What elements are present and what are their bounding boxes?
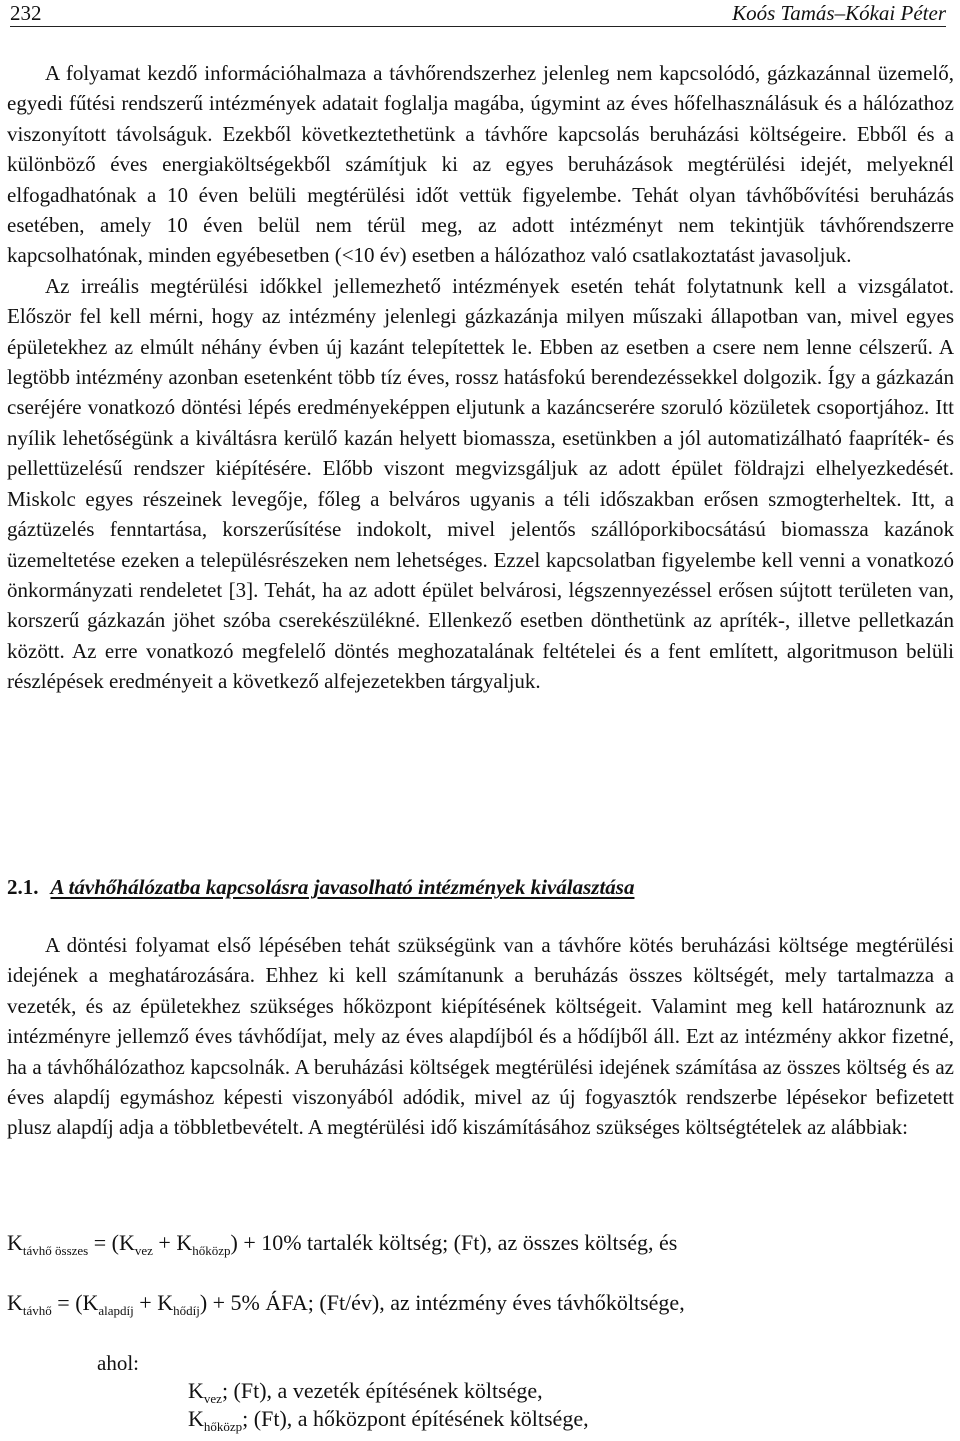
page-number: 232	[10, 1, 42, 25]
section-title: A távhőhálózatba kapcsolásra javasolható intézmények kiválasztása	[50, 875, 635, 899]
definition-vez-symbol: K	[188, 1378, 204, 1403]
definition-hokozp-symbol: K	[188, 1406, 204, 1431]
definition-hokozp-sub: hőközp	[203, 1419, 243, 1434]
definition-hokozp-text: ; (Ft), a hőközpont építésének költsége,	[242, 1406, 589, 1431]
formula-2-plus: + K	[133, 1290, 174, 1315]
paragraph-3: A döntési folyamat első lépésében tehát szükségünk van a távhőre kötés beruházási költsége megtérülési idejének a meghatározására. Ehhez ki kell számítanunk a beruházás összes költségét, mely tartalmazza a vezeték, és az épületekhez szükséges hőközpont kiépítésének költségeit. Valamint meg kell határoznunk az intézményre jellemző éves távhődíjat, mely az éves alapdíjból és a hődíjből áll. Ezt az intézmény akkor fizetné, ha a távhőhálózathoz kapcsolnák. A beruházási költségek megtérülési idejének számítása az összes költség és az éves alapdíj egymáshoz képesti viszonyából adódik, mivel az új fogyasztók rendszerbe lépésekor befizetett plusz alapdíj adja a többletbevételt. A megtérülési idő kiszámításához szükséges költségtételek az alábbiak:	[7, 933, 954, 1140]
formula-1-rest: ) + 10% tartalék költség; (Ft), az összes költség, és	[230, 1230, 678, 1255]
formula-annual-cost	[7, 1288, 685, 1326]
formula-total-cost	[7, 1228, 677, 1266]
where-label: ahol:	[97, 1351, 139, 1375]
definition-hokozp	[188, 1405, 589, 1441]
formula-2-rest: ) + 5% ÁFA; (Ft/év), az intézmény éves távhőköltsége,	[199, 1290, 685, 1315]
paragraph-1: A folyamat kezdő információhalmaza a távhőrendszerhez jelenleg nem kapcsolódó, gázkazánnal üzemelő, egyedi fűtési rendszerű intézmények adatait foglalja magába, úgymint az éves hőfelhasználásuk és a hálózathoz viszonyított távolságuk. Ezekből következtethetünk a távhőre kapcsolás beruházási költségeire. Ebből és a különböző éves energiaköltségekből számítjuk ki az egyes beruházások megtérülési idejét, melyeknél elfogadhatónak a 10 éven belüli megtérülési időt vettük figyelembe. Tehát olyan távhőbővítési beruházás esetében, amely 10 éven belül nem térül meg, az adott intézményt nem tekintjük távhőrendszerre kapcsolhatónak, minden egyébesetben (<10 év) esetben a hálózathoz való csatlakoztatást javasoljuk.	[7, 61, 954, 268]
body-text-bottom	[7, 930, 954, 1143]
section-number: 2.1.	[7, 875, 39, 899]
formula-1-sub-hokozp: hőközp	[192, 1243, 231, 1258]
formula-1-eq: = (K	[88, 1230, 135, 1255]
formula-2-sub-alapdij: alapdíj	[98, 1303, 134, 1318]
formula-2-symbol: K	[7, 1290, 23, 1315]
formula-2-sub-hodij: hődíj	[173, 1303, 200, 1318]
definition-vez-sub: vez	[203, 1391, 222, 1406]
section-heading	[7, 874, 634, 900]
formula-1-plus: + K	[152, 1230, 193, 1255]
formula-1-sub-total: távhő összes	[22, 1243, 89, 1258]
formula-2-eq: = (K	[51, 1290, 99, 1315]
formula-2-sub-tavho: távhő	[22, 1303, 52, 1318]
formula-1-symbol: K	[7, 1230, 23, 1255]
running-head-authors: Koós Tamás–Kókai Péter	[732, 1, 946, 25]
body-text-top	[7, 58, 954, 697]
formula-1-sub-vez: vez	[134, 1243, 153, 1258]
page-header	[10, 0, 946, 27]
paragraph-2: Az irreális megtérülési időkkel jellemezhető intézmények esetén tehát folytatnunk kell a vizsgálatot. Először fel kell mérni, hogy az intézmény jelenlegi gázkazánja milyen műszaki állapotban van, mivel egyes épületekhez az elmúlt néhány évben új kazánt telepítettek le. Ebben az esetben a csere nem lenne célszerű. A legtöbb intézmény azonban esetenként több tíz éves, rossz hatásfokú berendezéssekkel dolgozik. Így a gázkazán cseréjére vonatkozó döntési lépés eredményeképpen eljutunk a kazáncserére szoruló közületek csoportjához. Itt nyílik lehetőségünk a kiváltásra kerülő kazán helyett biomassza, esetünkben a jól automatizálható faapríték- és pellettüzelésű rendszer kiépítésére. Előbb viszont megvizsgáljuk az adott épület földrajzi elhelyezkedését. Miskolc egyes részeinek levegője, főleg a belváros ugyanis a téli időszakban erősen szmogterheltek. Itt, a gáztüzelés fenntartása, korszerűsítése indokolt, mivel jelentős szállóporkibocsátású biomassza kazánok üzemeltetése ezeken a településrészeken nem lehetséges. Ezzel kapcsolatban figyelembe kell venni a vonatkozó önkormányzati rendeletet [3]. Tehát, ha az adott épület belvárosi, légszennyezéssel erősen sújtott területen van, korszerű gázkazán jöhet szóba cserekészülékné. Ellenkező esetben dönthetünk az apríték-, illetve pelletkazán között. Az erre vonatkozó megfelelő döntés meghozatalának feltételei és a fent említett, algoritmuson belüli részlépések eredményeit a következő alfejezetekben tárgyaljuk.	[7, 273, 954, 694]
definition-vez-text: ; (Ft), a vezeték építésének költsége,	[221, 1378, 543, 1403]
